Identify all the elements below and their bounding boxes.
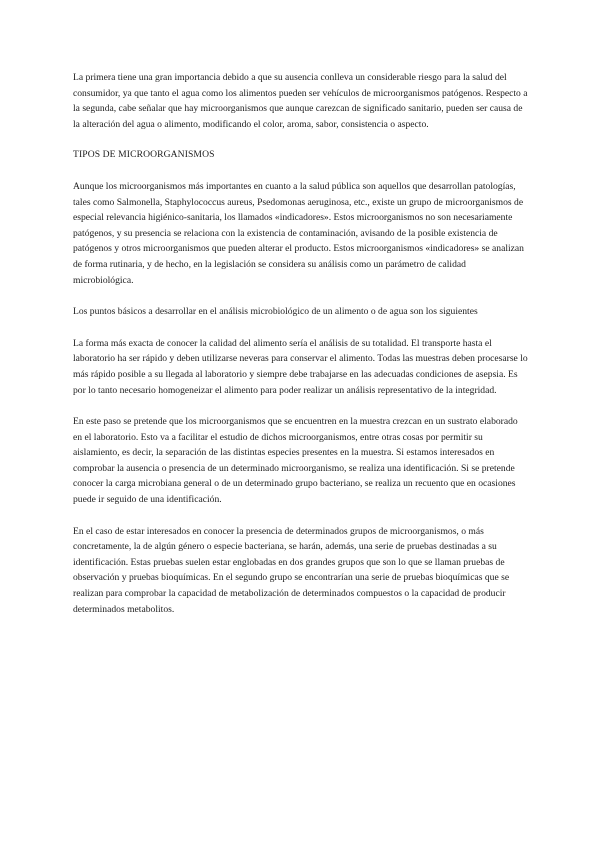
paragraph-sample-handling: La forma más exacta de conocer la calidad del alimento sería el análisis de su totalidad. El transporte hasta el laboratorio ha ser rápido y deben utilizarse neveras para conservar el alimento. Todas las muestras deben procesarse lo más rápido posible a su llegada al laboratorio y siempre debe trabajarse en las adecuadas condiciones de asepsia. Es por lo tanto necesario homogeneizar el alimento para poder realizar un análisis representativo de la integridad.	[73, 337, 528, 396]
paragraph-basic-points: Los puntos básicos a desarrollar en el análisis microbiológico de un alimento o de agua son los siguientes	[73, 306, 478, 318]
section-heading: TIPOS DE MICROORGANISMOS	[73, 149, 215, 161]
document-body	[73, 70, 528, 633]
paragraph-indicators: Aunque los microorganismos más importantes en cuanto a la salud pública son aquellos que desarrollan patologías, tales como Salmonella, Staphylococcus aureus, Psedomonas aeruginosa, etc., existe un grupo de microorganismos de especial relevancia higiénico-sanitaria, los llamados «indicadores». Estos microorganismos no son necesariamente patógenos, y su presencia se relaciona con la existencia de contaminación, avisando de la posible existencia de patógenos y otros microorganismos que pueden alterar el producto. Estos microorganismos «indicadores» se analizan de forma rutinaria, y de hecho, en la legislación se considera su análisis como un parámetro de calidad microbiológica.	[73, 180, 524, 286]
paragraph-culture: En este paso se pretende que los microorganismos que se encuentren en la muestra crezcan en un sustrato elaborado en el laboratorio. Esto va a facilitar el estudio de dichos microorganismos, entre otras cosas por permitir su aislamiento, es decir, la separación de las distintas especies presentes en la muestra. Si estamos interesados en comprobar la ausencia o presencia de un determinado microorganismo, se realiza una identificación. Si se pretende conocer la carga microbiana general o de un determinado grupo bacteriano, se realiza un recuento que en ocasiones puede ir seguido de una identificación.	[73, 416, 518, 506]
paragraph-identification: En el caso de estar interesados en conocer la presencia de determinados grupos de microorganismos, o más concretamente, la de algún género o especie bacteriana, se harán, además, una serie de pruebas destinadas a su identificación. Estas pruebas suelen estar englobadas en dos grandes grupos que son lo que se llaman pruebas de observación y pruebas bioquímicas. En el segundo grupo se encontrarían una serie de pruebas bioquímicas que se realizan para comprobar la capacidad de metabolización de determinados compuestos o la capacidad de producir determinados metabolitos.	[73, 525, 510, 615]
paragraph-intro: La primera tiene una gran importancia debido a que su ausencia conlleva un considerable riesgo para la salud del consumidor, ya que tanto el agua como los alimentos pueden ser vehículos de microorganismos patógenos. Respecto a la segunda, cabe señalar que hay microorganismos que aunque carezcan de significado sanitario, pueden ser causa de la alteración del agua o alimento, modificando el color, aroma, sabor, consistencia o aspecto.	[73, 72, 528, 130]
